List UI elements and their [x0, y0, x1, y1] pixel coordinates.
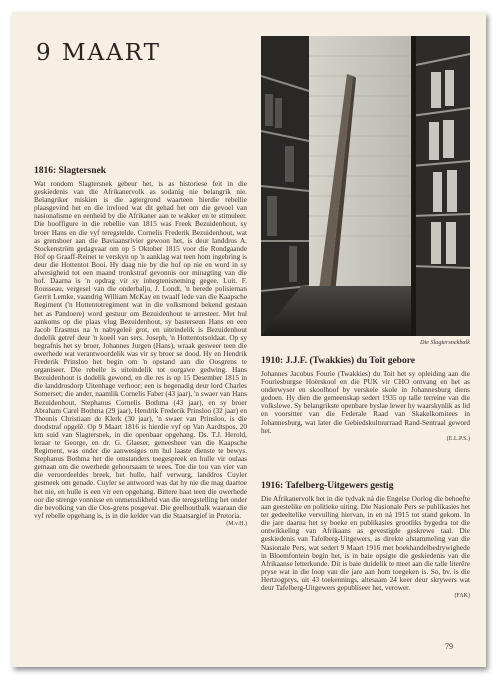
author-initials: (E.L.P.S.)	[446, 435, 470, 442]
archive-shelves-image	[261, 36, 470, 336]
author-initials: (M.v.H.)	[226, 520, 247, 527]
section-du-toit	[261, 356, 470, 442]
section-slagtersnek	[34, 166, 247, 527]
page-title: 9 MAART	[36, 40, 161, 66]
photo-caption: Die Slagtersnekbalk	[419, 339, 470, 346]
section-body: Die Afrikanervolk het in die tydvak ná die Engelse Oorlog die behoefte aan geestelike en politieke uiting. Die Nasionale Pers se publikasies het ter gedeeltelike vervulling hiervan, in en ná 1915 tot stand gekom. In die jare daarna het sy boeke en publikasies grootliks bygedra tot die ontwikkeling van Afrikaans as gevestigde geskrewe taal. Die geskiedenis van Tafelberg-Uitgewers, as direkte afstammeling van die Nasionale Pers, wat sedert 9 Maart 1916 met boekhandelbedrywighede in Bloemfontein begin het, is in baie opsigte die geskiedenis van die Afrikaanse letterkunde. Dit is baie duidelik te meet aan die talle literêre pryse wat in die loop van die jare aan hom toegeken is. So, bv. is die Hertzogprys, uit 43 toekennings, altesaam 24 keer deur skrywers wat deur Tafelberg-Uitgewers gepubliseer het, verower.	[261, 495, 470, 593]
section-body: Wat rondom Slagtersnek gebeur het, is as historiese feit in die geskiedenis van die Afrikanervolk as sodanig nie belangrik nie. Belangriker miskien is die agtergrond waarteen hierdie rebellie plaasgevind het en die invloed wat dit gehad het om die gevoel van nasionalisme en eenheid by die Afrikaner aan te wakker en te stimuleer. Die hooffigure in die rebellie van 1815 was Freek Bezuidenhout, sy broer Hans en die vyf teregstelde. Cornelis Frederik Bezuidenhout, wat as grensboer aan die Baviaansrivier gewoon het, is deur landdros A. Stockenström gedagvaar om op 5 Oktober 1815 voor die Rondgaande Hof op Graaff-Reinet te verskyn op 'n aanklag wat teen hom ingebring is deur die Hottentot Booi. Hy daag nie by die hof op nie en word in sy afwesigheid tot een maand tronkstraf gevonnis oor minagting van die hof. Daarna is 'n opdrag vir sy inhegtenisneming gegee. Luit. F. Rousseau, vergesel van die onderbalju, J. Londt, 'n berede polisieman Gerrit Lemke, vaandrig William McKay en twaalf lede van die Kaapsche Regiment ('n Hottentotregiment wat in die volksmond bekend gestaan het as Pandoere) word gestuur om Bezuidenhout te arresteer. Met hul aankoms op die plaas vlug Bezuidenhout, sy basterseun Hans en een Jacob Erasmus na 'n nabygeleë grot, en uiteindelik is Bezuidenhout dodelik getref deur 'n koeël van sers. Joseph, 'n Hottentotsoldaat. Op sy begrafnis het sy broer, Johannes Jurgen (Hans), wraak gesweer teen die owerhede wat verantwoordelik was vir sy broer se dood. Hy en Hendrik Frederik Prinsloo het begin om 'n opstand aan die Oosgrens te organiseer. Die rebelle is uiteindelik tot oorgawe gedwing. Hans Bezuidenhout is dodelik gewond, en die res is op 15 Desember 1815 in die landdrosdorp Uitenhage verhoor; een is begenadig deur lord Charles Somerset; die ander, naamlik Cornelis Faber (43 jaar), 'n swaer van Hans Bezuidenhout, Stephanus Cornelis Bothma (43 jaar), en sy broer Abraham Carel Bothma (29 jaar), Hendrik Frederik Prinsloo (32 jaar) en Theunis Christiaan de Klerk (30 jaar), 'n swaer van Prinsloo, is die doodstraf opgelê. Op 9 Maart 1816 is hierdie vyf op Van Aardtspos, 20 km suid van Slagtersnek, in die openbaar opgehang. Ds. T.J. Herold, leraar te George, en dr. G. Glaeser, geneesheer van die Kaapsche Regiment, was onder die aanwesiges om hul laaste dienste te bewys. Stephanus Bothma het die omstanders toegespreek en hulle vir oulaas gemaan om die owerhede gehoorsaam te wees. Toe die tou van vier van die veroordeeldes breek, het hulle, half verwurg, landdros Cuyler gesmeek om genade. Cuyler se antwoord was dat hy nie die mag daartoe het nie, en hulle is een vir een opgehang. Bittere haat teen die owerhede oor die strenge vonnisse en onmenslikheid van die teregstelling het onder die bevolking van die Oos-grens posgevat. Die geelhoutbalk waaraan die vyf rebelle opgehang is, is in die kelder van die Staatsargief in Pretoria.	[34, 180, 248, 520]
section-tafelberg	[261, 481, 470, 599]
archive-photo	[261, 36, 470, 336]
page-number: 79	[445, 642, 453, 651]
section-heading: 1910: J.J.F. (Twakkies) du Toit gebore	[261, 356, 415, 366]
author-initials: (FAK)	[454, 593, 470, 600]
section-body: Johannes Jacobus Fourie (Twakkies) du Toit het sy opleiding aan die Fouriesburgse Hoërskool en die PUK vir CHO ontvang en het as onderwyser en skoolhoof by verskeie skole in Johannesburg diens gedoen. Hy dien die gemeenskap sedert 1935 op talle terreine van die volkslewe. Sy belangrikste openbare byslae lewer hy waarskynlik as lid en voorsitter van die Federale Raad van Skakelkomitees in Johannesburg, wat later die Gebiedskultuurraad Rand-Sentraal geword het.	[261, 370, 470, 435]
book-page	[12, 12, 486, 667]
section-heading: 1916: Tafelberg-Uitgewers gestig	[261, 481, 394, 491]
section-heading: 1816: Slagtersnek	[34, 166, 107, 176]
